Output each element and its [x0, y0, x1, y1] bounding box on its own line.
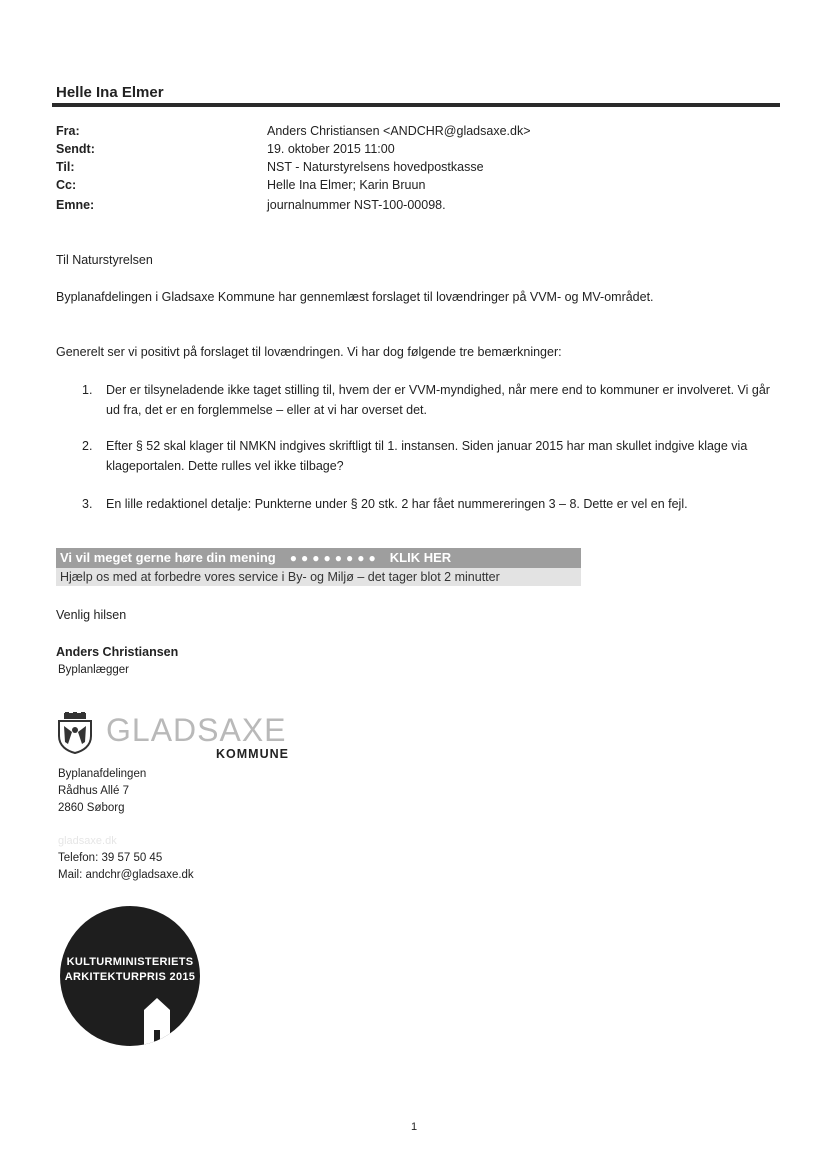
list-item-text: En lille redaktionel detalje: Punkterne under § 20 stk. 2 har fået nummereringen 3 – 8. Dette er vel en fejl.	[106, 497, 688, 511]
award-badge	[60, 906, 200, 1046]
intro-paragraph: Byplanafdelingen i Gladsaxe Kommune har gennemlæst forslaget til lovændringer på VVM- og MV-området.	[56, 290, 654, 304]
mail[interactable]: Mail: andchr@gladsaxe.dk	[58, 869, 194, 881]
survey-banner-top[interactable]	[56, 548, 581, 568]
address-line: 2860 Søborg	[58, 802, 125, 814]
list-item-text: Der er tilsyneladende ikke taget stilling til, hvem der er VVM-myndighed, når mere end to kommuner er involveret. Vi går ud fra, det er en forglemmelse – eller at vi har overset det.	[106, 383, 770, 417]
cc-value: Helle Ina Elmer; Karin Bruun	[267, 178, 426, 192]
greeting: Til Naturstyrelsen	[56, 253, 153, 267]
survey-banner[interactable]	[56, 548, 581, 586]
gladsaxe-logo-text: GLADSAXE	[106, 712, 287, 748]
subject-value: journalnummer NST-100-00098.	[267, 198, 446, 212]
survey-dots: ●●●●●●●●	[289, 551, 380, 565]
sent-label: Sendt:	[56, 142, 95, 156]
subject-label: Emne:	[56, 198, 95, 212]
award-line-2: ARKITEKTURPRIS 2015	[64, 971, 196, 983]
award-line-1: KULTURMINISTERIETS	[66, 956, 194, 968]
list-item-text: Efter § 52 skal klager til NMKN indgives skriftligt til 1. instansen. Siden januar 2015 har man skullet indgive klage via klageportalen. Dette rulles vel ikke tilbage?	[106, 439, 748, 473]
survey-headline: Vi vil meget gerne høre din mening	[60, 550, 276, 565]
signer-title: Byplanlægger	[58, 664, 129, 676]
header-rule	[52, 103, 780, 107]
house-icon	[144, 1010, 170, 1046]
address-line: Byplanafdelingen	[58, 768, 147, 780]
survey-subline[interactable]: Hjælp os med at forbedre vores service i By- og Miljø – det tager blot 2 minutter	[56, 568, 581, 586]
list-item-number: 2.	[82, 439, 93, 453]
sent-value: 19. oktober 2015 11:00	[267, 142, 395, 156]
address-line: Rådhus Allé 7	[58, 785, 129, 797]
cc-label: Cc:	[56, 178, 77, 192]
list-item-number: 3.	[82, 497, 93, 511]
gladsaxe-crest-icon	[56, 712, 94, 754]
website-link[interactable]: gladsaxe.dk	[58, 835, 117, 847]
klik-her-link[interactable]: KLIK HER	[389, 550, 452, 565]
gladsaxe-logo-subtext: KOMMUNE	[216, 747, 289, 761]
to-value: NST - Naturstyrelsens hovedpostkasse	[267, 160, 484, 174]
to-label: Til:	[56, 160, 75, 174]
list-item-number: 1.	[82, 383, 93, 397]
phone: Telefon: 39 57 50 45	[58, 852, 163, 864]
closing: Venlig hilsen	[56, 608, 127, 622]
signer-name: Anders Christiansen	[56, 645, 179, 659]
from-label: Fra:	[56, 124, 80, 138]
general-paragraph: Generelt ser vi positivt på forslaget til lovændringen. Vi har dog følgende tre bemærkninger:	[56, 345, 562, 359]
page-number: 1	[410, 1121, 418, 1133]
sender-name: Helle Ina Elmer	[56, 84, 164, 101]
from-value: Anders Christiansen <ANDCHR@gladsaxe.dk>	[267, 124, 531, 138]
